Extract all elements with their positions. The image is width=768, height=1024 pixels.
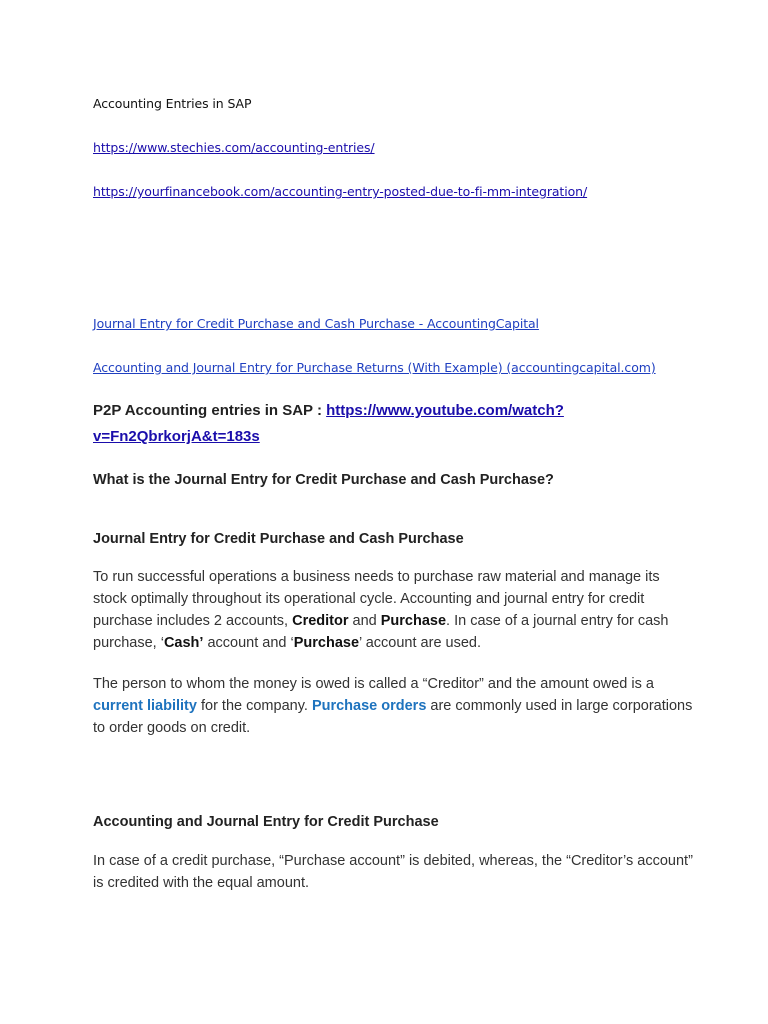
link-yourfinancebook-text[interactable]: https://yourfinancebook.com/accounting-entry-posted-due-to-fi-mm-integration/ — [93, 184, 588, 199]
section2-heading: Accounting and Journal Entry for Credit Purchase — [93, 814, 439, 830]
link-yourfinancebook[interactable] — [93, 184, 587, 200]
para2-text-2: for the company. — [196, 698, 312, 714]
paragraph-creditor — [93, 673, 693, 739]
para1-text-4: account and ‘ — [203, 635, 294, 651]
p2p-heading — [93, 398, 693, 450]
p2p-url-line2[interactable]: v=Fn2QbrkorjA&t=183s — [93, 428, 260, 445]
para1-bold-creditor: Creditor — [292, 613, 349, 629]
link-journal-entry-credit-cash[interactable] — [93, 316, 539, 332]
link-stechies[interactable] — [93, 140, 375, 156]
link-journal-entry-credit-cash-text[interactable]: Journal Entry for Credit Purchase and Cash Purchase - AccountingCapital — [93, 316, 539, 331]
para1-text-3: . In case of a journal entry for cash purchase, ‘ — [93, 613, 669, 651]
para1-text-5: ’ account are used. — [359, 635, 482, 651]
link-purchase-returns-text[interactable]: Accounting and Journal Entry for Purchase Returns (With Example) (accountingcapital.com) — [93, 360, 656, 375]
para1-bold-cash: Cash’ — [163, 635, 204, 651]
para1-text-1: To run successful operations a business needs to purchase raw material and manage its stock optimally throughout its operational cycle. Accounting and journal entry for credit purchase includes 2 accounts, — [93, 569, 660, 629]
p2p-label: P2P Accounting entries in SAP : — [93, 402, 327, 419]
para2-text-1: The person to whom the money is owed is called a “Creditor” and the amount owed is a — [93, 676, 654, 692]
section1-heading: Journal Entry for Credit Purchase and Cash Purchase — [93, 531, 464, 547]
paragraph-credit-purchase: In case of a credit purchase, “Purchase account” is debited, whereas, the “Creditor’s account” is credited with the equal amount. — [93, 853, 693, 891]
p2p-url-line1[interactable]: https://www.youtube.com/watch? — [326, 402, 564, 419]
link-stechies-text[interactable]: https://www.stechies.com/accounting-entries/ — [93, 140, 375, 155]
para1-bold-purchase: Purchase — [380, 613, 447, 629]
paragraph-credit-cash — [93, 566, 693, 654]
purchase-orders-link[interactable]: Purchase orders — [311, 698, 427, 714]
current-liability-link[interactable]: current liability — [93, 698, 197, 714]
para1-bold-purchase-2: Purchase — [293, 635, 360, 651]
para2-text-3: are commonly used in large corporations to order goods on credit. — [93, 698, 693, 736]
link-purchase-returns[interactable] — [93, 360, 656, 376]
question-heading: What is the Journal Entry for Credit Purchase and Cash Purchase? — [93, 472, 554, 488]
doc-title: Accounting Entries in SAP — [93, 96, 252, 111]
para1-text-2: and — [348, 613, 381, 629]
